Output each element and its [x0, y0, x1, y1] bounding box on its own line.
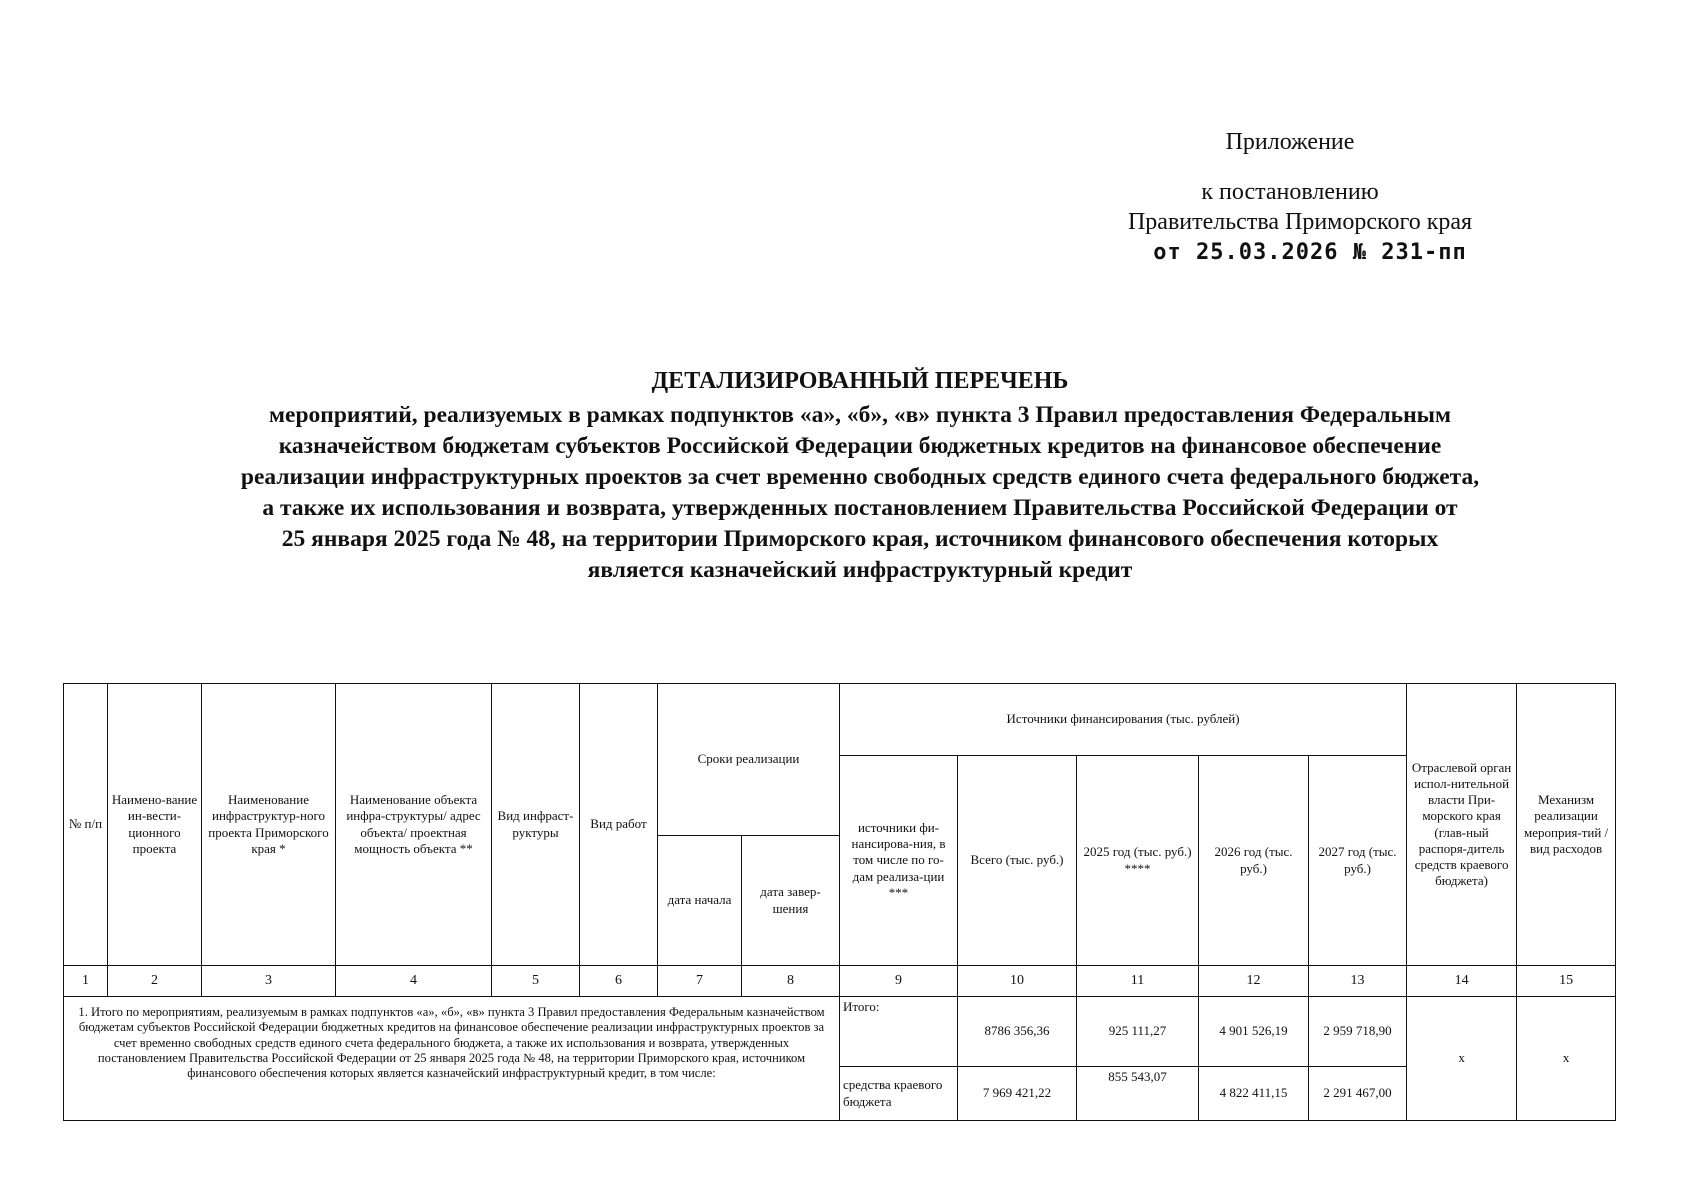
summary-2027: 2 959 718,90 — [1309, 997, 1407, 1067]
summary-2026: 4 822 411,15 — [1199, 1067, 1309, 1121]
subtitle-line: а также их использования и возврата, утвержденных постановлением Правительства Российской Федерации от — [262, 495, 1458, 521]
subtitle-line: мероприятий, реализуемых в рамках подпунктов «а», «б», «в» пункта 3 Правил предоставления Федеральным — [269, 402, 1451, 428]
document-title: ДЕТАЛИЗИРОВАННЫЙ ПЕРЕЧЕНЬ — [651, 368, 1069, 394]
header-end-date: дата завер-шения — [742, 836, 840, 966]
header-2027: 2027 год (тыс. руб.) — [1309, 756, 1407, 966]
header-terms: Сроки реализации — [658, 684, 840, 836]
column-number: 4 — [336, 966, 492, 997]
summary-total: 7 969 421,22 — [958, 1067, 1077, 1121]
header-2025: 2025 год (тыс. руб.) **** — [1077, 756, 1199, 966]
summary-2025: 855 543,07 — [1077, 1067, 1199, 1121]
header-invest-project: Наимено-вание ин-вести-ционного проекта — [108, 684, 202, 966]
summary-2026: 4 901 526,19 — [1199, 997, 1309, 1067]
summary-text: 1. Итого по мероприятиям, реализуемым в рамках подпунктов «а», «б», «в» пункта 3 Правил предоставления Федеральным казначейством бюджетам субъектов Российской Федерации бюджетных кредитов на финансовое обеспечение реализации инфраструктурных проектов за счет временно свободных средств единого счета федерального бюджета, а также их использования и возврата, утвержденных постановлением Правительства Российской Федерации от 25 января 2025 года № 48, на территории Приморского края, источником финансового обеспечения которых является казначейский инфраструктурный кредит, в том числе: — [64, 997, 840, 1121]
document-subtitle — [120, 400, 1600, 586]
header-infra-project: Наименование инфраструктур-ного проекта Приморского края * — [202, 684, 336, 966]
header-num: № п/п — [64, 684, 108, 966]
header-object: Наименование объекта инфра-структуры/ адрес объекта/ проектная мощность объекта ** — [336, 684, 492, 966]
header-authority: Отраслевой орган испол-нительной власти При-морского края (глав-ный распоря-дитель средств краевого бюджета) — [1407, 684, 1517, 966]
header-2026: 2026 год (тыс. руб.) — [1199, 756, 1309, 966]
column-number: 14 — [1407, 966, 1517, 997]
summary-source: средства краевого бюджета — [840, 1067, 958, 1121]
header-infra-type: Вид инфраст-руктуры — [492, 684, 580, 966]
appendix-title: Приложение — [1225, 129, 1355, 155]
table-row — [64, 997, 1616, 1067]
column-number: 6 — [580, 966, 658, 997]
summary-mechanism: x — [1517, 997, 1616, 1121]
column-number: 9 — [840, 966, 958, 997]
column-number: 2 — [108, 966, 202, 997]
header-total: Всего (тыс. руб.) — [958, 756, 1077, 966]
summary-2025: 925 111,27 — [1077, 997, 1199, 1067]
column-number: 12 — [1199, 966, 1309, 997]
appendix-line-1: к постановлению — [1201, 179, 1379, 205]
header-sources: Источники финансирования (тыс. рублей) — [840, 684, 1407, 756]
header-work-type: Вид работ — [580, 684, 658, 966]
summary-authority: x — [1407, 997, 1517, 1121]
summary-source: Итого: — [840, 997, 958, 1067]
subtitle-line: реализации инфраструктурных проектов за счет временно свободных средств единого счета федерального бюджета, — [240, 464, 1480, 490]
column-number: 11 — [1077, 966, 1199, 997]
column-numbers-row — [64, 966, 1616, 997]
column-number: 15 — [1517, 966, 1616, 997]
projects-table — [63, 683, 1616, 1121]
column-number: 8 — [742, 966, 840, 997]
appendix-date-number: от 25.03.2026 № 231-пп — [1153, 240, 1467, 265]
column-number: 7 — [658, 966, 742, 997]
subtitle-line: казначейством бюджетам субъектов Российской Федерации бюджетных кредитов на финансовое обеспечение — [278, 433, 1442, 459]
header-source-by-year: источники фи-нансирова-ния, в том числе по го-дам реализа-ции *** — [840, 756, 958, 966]
subtitle-line: является казначейский инфраструктурный кредит — [587, 557, 1133, 583]
summary-total: 8786 356,36 — [958, 997, 1077, 1067]
column-number: 10 — [958, 966, 1077, 997]
summary-2027: 2 291 467,00 — [1309, 1067, 1407, 1121]
column-number: 1 — [64, 966, 108, 997]
header-start-date: дата начала — [658, 836, 742, 966]
column-number: 13 — [1309, 966, 1407, 997]
column-number: 3 — [202, 966, 336, 997]
column-number: 5 — [492, 966, 580, 997]
appendix-line-2: Правительства Приморского края — [1127, 209, 1473, 235]
header-mechanism: Механизм реализации мероприя-тий /вид расходов — [1517, 684, 1616, 966]
subtitle-line: 25 января 2025 года № 48, на территории Приморского края, источником финансового обеспечения которых — [281, 526, 1439, 552]
